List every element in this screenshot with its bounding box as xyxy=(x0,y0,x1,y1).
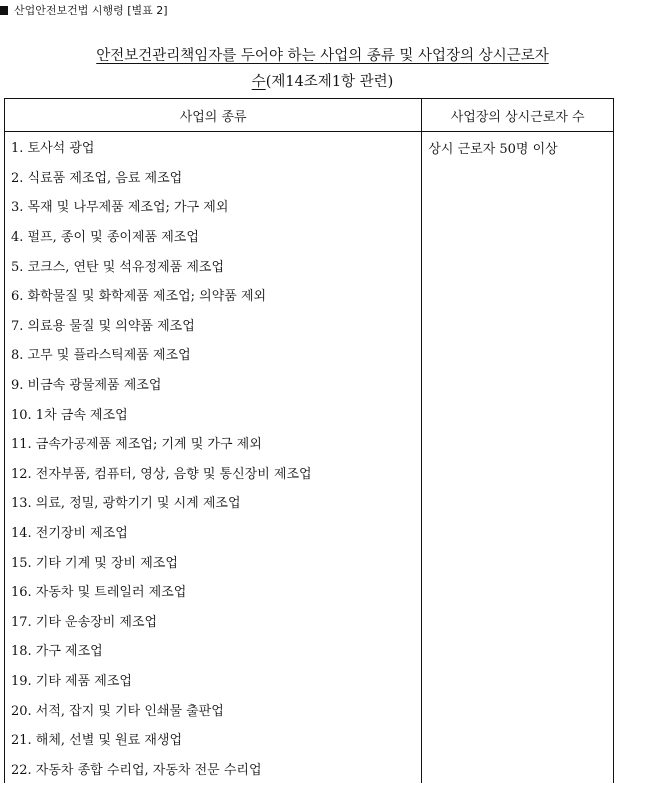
title-line2-underlined: 수 xyxy=(251,74,266,90)
business-type-cell: 20. 서적, 잡지 및 기타 인쇄물 출판업 xyxy=(5,694,422,724)
business-type-cell: 3. 목재 및 나무제품 제조업; 가구 제외 xyxy=(5,191,422,221)
table-row xyxy=(5,132,614,162)
business-type-cell: 5. 코크스, 연탄 및 석유정제품 제조업 xyxy=(5,250,422,280)
table-body xyxy=(5,132,614,784)
document-title-line1 xyxy=(0,44,645,65)
business-type-cell: 7. 의료용 물질 및 의약품 제조업 xyxy=(5,310,422,340)
business-type-cell: 18. 가구 제조업 xyxy=(5,635,422,665)
business-type-cell: 6. 화학물질 및 화학제품 제조업; 의약품 제외 xyxy=(5,280,422,310)
business-type-cell: 12. 전자부품, 컴퓨터, 영상, 음향 및 통신장비 제조업 xyxy=(5,458,422,488)
header-business-type: 사업의 종류 xyxy=(5,99,422,132)
business-type-table xyxy=(4,98,614,783)
header-text: 산업안전보건법 시행령 [별표 2] xyxy=(14,4,168,17)
bullet-square-icon xyxy=(0,6,8,15)
business-type-cell: 19. 기타 제품 제조업 xyxy=(5,665,422,695)
title-line2-rest: (제14조제1항 관련) xyxy=(265,74,394,90)
business-type-cell: 16. 자동차 및 트레일러 제조업 xyxy=(5,576,422,606)
worker-requirement-cell: 상시 근로자 50명 이상 xyxy=(422,132,614,784)
business-type-cell: 4. 펄프, 종이 및 종이제품 제조업 xyxy=(5,221,422,251)
business-type-cell: 9. 비금속 광물제품 제조업 xyxy=(5,369,422,399)
table-header-row xyxy=(5,99,614,132)
business-type-cell: 11. 금속가공제품 제조업; 기계 및 가구 제외 xyxy=(5,428,422,458)
business-type-cell: 14. 전기장비 제조업 xyxy=(5,517,422,547)
business-type-cell: 15. 기타 기계 및 장비 제조업 xyxy=(5,546,422,576)
business-type-cell: 22. 자동차 종합 수리업, 자동차 전문 수리업 xyxy=(5,753,422,783)
business-type-cell: 21. 해체, 선별 및 원료 재생업 xyxy=(5,724,422,754)
business-type-cell: 8. 고무 및 플라스틱제품 제조업 xyxy=(5,339,422,369)
business-type-cell: 2. 식료품 제조업, 음료 제조업 xyxy=(5,162,422,192)
business-type-cell: 17. 기타 운송장비 제조업 xyxy=(5,606,422,636)
title-line1-text: 안전보건관리책임자를 두어야 하는 사업의 종류 및 사업장의 상시근로자 xyxy=(96,48,549,64)
business-type-cell: 13. 의료, 정밀, 광학기기 및 시계 제조업 xyxy=(5,487,422,517)
document-header xyxy=(0,2,168,18)
document-title-line2 xyxy=(0,70,645,91)
business-type-cell: 1. 토사석 광업 xyxy=(5,132,422,162)
header-worker-count: 사업장의 상시근로자 수 xyxy=(422,99,614,132)
business-type-cell: 10. 1차 금속 제조업 xyxy=(5,398,422,428)
